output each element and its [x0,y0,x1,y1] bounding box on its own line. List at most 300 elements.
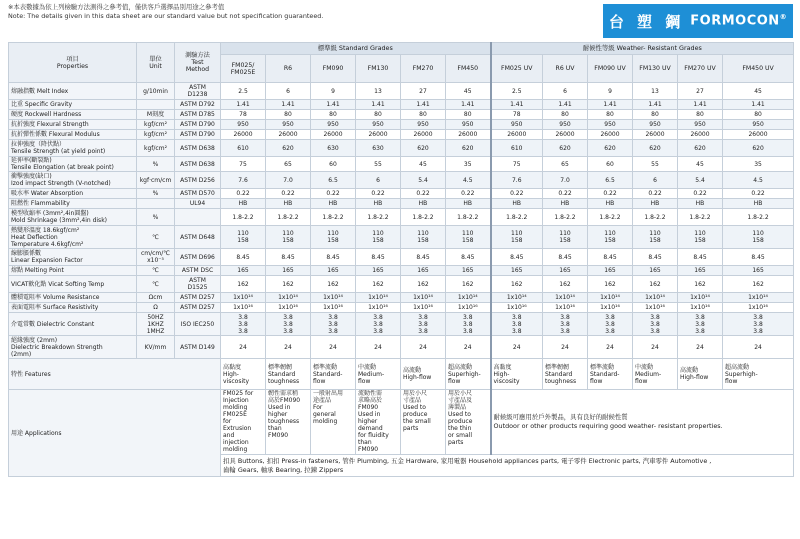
value-cell: 1.41 [446,100,491,110]
features-label: 特性 Features [9,359,221,390]
value-cell: 165 [311,266,356,276]
value-cell: 55 [633,157,678,172]
feature-cell: 標準韌韌 Standard toughness [266,359,311,390]
property-label: 絕緣強度 (2mm) Dielectric Breakdown Strength (2mm) [9,336,137,359]
value-cell: 110 158 [221,226,266,249]
value-cell: 950 [633,120,678,130]
value-cell: 620 [266,140,311,157]
value-cell: HB [723,199,794,209]
unit-cell [137,100,175,110]
table-row [9,140,794,157]
unit-cell: % [137,209,175,226]
value-cell: 1x10¹⁴ [221,293,266,303]
value-cell: 1.8-2.2 [446,209,491,226]
table-row [9,83,794,100]
value-cell: 5.4 [678,172,723,189]
feature-cell: 高黏度 High- viscosity [491,359,543,390]
logo-english [690,13,787,28]
value-cell: 630 [356,140,401,157]
value-cell: 0.22 [446,189,491,199]
method-cell: ASTM D790 [175,130,221,140]
method-cell: ASTM D257 [175,303,221,313]
value-cell: 24 [266,336,311,359]
table-row [9,313,794,336]
value-cell: 162 [221,276,266,293]
method-cell: ASTM D149 [175,336,221,359]
value-cell: 110 158 [723,226,794,249]
property-label: VICAT軟化點 Vicat Softing Temp [9,276,137,293]
unit-cell: g/10min [137,83,175,100]
table-row [9,336,794,359]
unit-cell: kgf/cm² [137,130,175,140]
value-cell: 24 [221,336,266,359]
value-cell: 3.8 3.8 3.8 [221,313,266,336]
value-cell: 1x10¹⁶ [356,303,401,313]
value-cell: 1x10¹⁶ [633,303,678,313]
value-cell: 1x10¹⁶ [401,303,446,313]
brand-logo [603,4,793,38]
value-cell: 950 [401,120,446,130]
unit-cell: kgf/cm² [137,120,175,130]
value-cell: 162 [401,276,446,293]
value-cell: 1x10¹⁴ [723,293,794,303]
value-cell: 165 [446,266,491,276]
value-cell: 8.45 [311,249,356,266]
value-cell: 1x10¹⁶ [588,303,633,313]
property-label: 熱變形溫度 18.6kgf/cm² Heat Deflection Temperature 4.6kgf/cm² [9,226,137,249]
method-cell: ASTM D257 [175,293,221,303]
value-cell: 35 [723,157,794,172]
value-cell: 8.45 [491,249,543,266]
unit-cell: ℃ [137,276,175,293]
value-cell: 165 [678,266,723,276]
value-cell: 620 [723,140,794,157]
value-cell: 110 158 [588,226,633,249]
value-cell: 65 [266,157,311,172]
value-cell: 950 [266,120,311,130]
value-cell: HB [543,199,588,209]
weather-application-cell: 耐候級可應用於戶外製品，具有良好的耐候性質 Outdoor or other products requiring good weather- resistant properties. [491,390,794,455]
value-cell: 1.8-2.2 [356,209,401,226]
value-cell: HB [491,199,543,209]
value-cell: 35 [446,157,491,172]
value-cell: 3.8 3.8 3.8 [266,313,311,336]
value-cell: 3.8 3.8 3.8 [401,313,446,336]
value-cell: 0.22 [543,189,588,199]
value-cell: 1.8-2.2 [221,209,266,226]
value-cell: 80 [446,110,491,120]
table-row [9,172,794,189]
applications-label: 用途 Applications [9,390,221,477]
value-cell: 620 [588,140,633,157]
value-cell: HB [356,199,401,209]
value-cell: 0.22 [678,189,723,199]
value-cell: 3.8 3.8 3.8 [678,313,723,336]
value-cell: 6 [633,172,678,189]
value-cell: 1.41 [266,100,311,110]
value-cell: HB [401,199,446,209]
value-cell: 1.8-2.2 [588,209,633,226]
table-row [9,276,794,293]
value-cell: 1x10¹⁶ [311,303,356,313]
unit-cell: cm/cm/℃ x10⁻⁵ [137,249,175,266]
value-cell: 26000 [491,130,543,140]
value-cell: 24 [723,336,794,359]
value-cell: 26000 [266,130,311,140]
value-cell: 620 [633,140,678,157]
value-cell: 162 [588,276,633,293]
unit-cell: kgf‧cm/cm [137,172,175,189]
property-label: 線膨脹係數 Linear Expansion Factor [9,249,137,266]
value-cell: 950 [678,120,723,130]
header-weather-grades: 耐候性等級 Weather- Resistant Grades [491,43,794,55]
value-cell: 162 [633,276,678,293]
value-cell: 950 [356,120,401,130]
value-cell: 1x10¹⁴ [678,293,723,303]
value-cell: 1.8-2.2 [723,209,794,226]
feature-cell: 超高流動 Superhigh- flow [446,359,491,390]
value-cell: 6 [543,83,588,100]
value-cell: 1.8-2.2 [311,209,356,226]
value-cell: 8.45 [446,249,491,266]
value-cell: 165 [491,266,543,276]
value-cell: 0.22 [221,189,266,199]
table-row [9,157,794,172]
method-cell: ASTM D1525 [175,276,221,293]
value-cell: 75 [491,157,543,172]
unit-cell: ℃ [137,226,175,249]
property-label: 熔融指數 Melt Index [9,83,137,100]
value-cell: 2.5 [221,83,266,100]
value-cell: 80 [266,110,311,120]
value-cell: 80 [401,110,446,120]
value-cell: 3.8 3.8 3.8 [543,313,588,336]
feature-cell: 標準流動 Standard- flow [588,359,633,390]
value-cell: HB [678,199,723,209]
value-cell: 6.5 [311,172,356,189]
value-cell: 26000 [311,130,356,140]
feature-cell: 中流動 Medium- flow [356,359,401,390]
grade-header: FM450 UV [723,55,794,83]
unit-cell: kgf/cm² [137,140,175,157]
value-cell: 950 [311,120,356,130]
table-row [9,130,794,140]
value-cell: 1x10¹⁴ [491,293,543,303]
applications-row [9,390,794,455]
method-cell: ASTM D1238 [175,83,221,100]
value-cell: 162 [446,276,491,293]
value-cell: 1.41 [356,100,401,110]
value-cell: 1x10¹⁴ [588,293,633,303]
property-label: 表面電阻率 Surface Resistivity [9,303,137,313]
value-cell: 55 [356,157,401,172]
value-cell: 7.6 [221,172,266,189]
value-cell: 1x10¹⁴ [266,293,311,303]
value-cell: 1.8-2.2 [678,209,723,226]
method-cell: ASTM D638 [175,157,221,172]
property-label: 拉伸強度（降伏點） Tensile Strength (at yield point) [9,140,137,157]
value-cell: 1x10¹⁶ [491,303,543,313]
grade-header: R6 UV [543,55,588,83]
unit-cell: M刻度 [137,110,175,120]
value-cell: 1.41 [633,100,678,110]
method-cell: ASTM DSC [175,266,221,276]
value-cell: 1x10¹⁶ [723,303,794,313]
application-cell: 流動性需 求略高於 FM090 Used in higher demand for fluidity than FM090 [356,390,401,455]
value-cell: 950 [221,120,266,130]
value-cell: 165 [266,266,311,276]
table-row [9,199,794,209]
value-cell: 27 [401,83,446,100]
grade-header: FM130 [356,55,401,83]
feature-cell: 高黏度 High- viscosity [221,359,266,390]
value-cell: 1.41 [678,100,723,110]
table-row [9,120,794,130]
value-cell: 24 [543,336,588,359]
property-label: 硬度 Rockwell Hardness [9,110,137,120]
value-cell: 7.6 [491,172,543,189]
value-cell: 1.8-2.2 [491,209,543,226]
unit-cell: Ω [137,303,175,313]
value-cell: 165 [543,266,588,276]
value-cell: 80 [633,110,678,120]
value-cell: 630 [311,140,356,157]
value-cell: 0.22 [266,189,311,199]
value-cell: 1.41 [401,100,446,110]
value-cell: 110 158 [401,226,446,249]
value-cell: 162 [356,276,401,293]
value-cell: 0.22 [356,189,401,199]
method-cell: ASTM D638 [175,140,221,157]
value-cell: 80 [588,110,633,120]
value-cell: 1x10¹⁴ [311,293,356,303]
method-cell: ASTM D570 [175,189,221,199]
value-cell: 162 [678,276,723,293]
value-cell: 110 158 [311,226,356,249]
value-cell: 3.8 3.8 3.8 [633,313,678,336]
value-cell: 3.8 3.8 3.8 [356,313,401,336]
value-cell: 0.22 [633,189,678,199]
value-cell: 3.8 3.8 3.8 [311,313,356,336]
unit-cell: % [137,157,175,172]
value-cell: 1x10¹⁶ [543,303,588,313]
value-cell: 1x10¹⁴ [446,293,491,303]
value-cell: HB [311,199,356,209]
application-cell: 用於小尺 寸產品及 薄製品 Used to produce the thin or small parts [446,390,491,455]
property-label: 模型收縮率 (3mm²,4in圓盤) Mold Shrinkage (3mm²,4in disk) [9,209,137,226]
value-cell: 60 [588,157,633,172]
logo-registered-mark: ® [779,13,788,22]
value-cell: 0.22 [311,189,356,199]
value-cell: 6.5 [588,172,633,189]
feature-cell: 標準韌韌 Standard toughness [543,359,588,390]
value-cell: 610 [491,140,543,157]
value-cell: 1.41 [588,100,633,110]
value-cell: 950 [723,120,794,130]
table-row [9,209,794,226]
value-cell: 80 [678,110,723,120]
value-cell: 0.22 [401,189,446,199]
value-cell: 1.41 [311,100,356,110]
value-cell: 80 [356,110,401,120]
value-cell: 110 158 [543,226,588,249]
value-cell: 1.8-2.2 [401,209,446,226]
value-cell: 110 158 [633,226,678,249]
value-cell: 65 [543,157,588,172]
value-cell: 26000 [543,130,588,140]
value-cell: 24 [588,336,633,359]
value-cell: 950 [491,120,543,130]
grade-header: FM130 UV [633,55,678,83]
feature-cell: 中流動 Medium- flow [633,359,678,390]
value-cell: 620 [446,140,491,157]
value-cell: 3.8 3.8 3.8 [491,313,543,336]
value-cell: 8.45 [401,249,446,266]
table-row [9,189,794,199]
value-cell: HB [221,199,266,209]
property-label: 抗折強度 Flexural Strength [9,120,137,130]
value-cell: 1.8-2.2 [266,209,311,226]
value-cell: 45 [678,157,723,172]
application-cell: 用於小尺 寸產品 Used to produce the small parts [401,390,446,455]
grade-header: FM025 UV [491,55,543,83]
value-cell: 3.8 3.8 3.8 [588,313,633,336]
value-cell: 24 [678,336,723,359]
value-cell: 165 [588,266,633,276]
value-cell: 26000 [356,130,401,140]
value-cell: 110 158 [446,226,491,249]
value-cell: 13 [633,83,678,100]
logo-english-text: FORMOCON [690,13,780,29]
value-cell: 110 158 [491,226,543,249]
value-cell: 45 [723,83,794,100]
value-cell: 162 [543,276,588,293]
value-cell: 1.41 [543,100,588,110]
value-cell: 24 [356,336,401,359]
grade-header: FM090 [311,55,356,83]
value-cell: 620 [543,140,588,157]
value-cell: HB [446,199,491,209]
value-cell: 165 [633,266,678,276]
property-label: 延伸率(斷裂點) Tensile Elongation (at break point) [9,157,137,172]
grade-header: FM450 [446,55,491,83]
table-row [9,110,794,120]
method-cell: ASTM D696 [175,249,221,266]
property-label: 衝擊強度(缺口) Izod impact Strength (V-notched) [9,172,137,189]
value-cell: 165 [401,266,446,276]
value-cell: 1.41 [723,100,794,110]
value-cell: 5.4 [401,172,446,189]
value-cell: 27 [678,83,723,100]
value-cell: 1x10¹⁴ [356,293,401,303]
value-cell: 0.22 [723,189,794,199]
value-cell: HB [588,199,633,209]
value-cell: 950 [446,120,491,130]
properties-table [8,42,794,477]
property-label: 阻燃性 Flammability [9,199,137,209]
header-property: 項目 Properties [9,43,137,83]
value-cell: 110 158 [266,226,311,249]
value-cell: 1.8-2.2 [633,209,678,226]
method-cell: UL94 [175,199,221,209]
value-cell: 110 158 [356,226,401,249]
value-cell: 162 [491,276,543,293]
table-row [9,266,794,276]
value-cell: 24 [491,336,543,359]
value-cell: 1x10¹⁴ [633,293,678,303]
value-cell: 78 [221,110,266,120]
grade-header: R6 [266,55,311,83]
value-cell: 162 [266,276,311,293]
method-cell [175,209,221,226]
value-cell: 1.41 [491,100,543,110]
value-cell: 24 [311,336,356,359]
method-cell: ISO IEC250 [175,313,221,336]
note-chinese: ※本表數據為依上列檢驗方法測得之參考值，僅供客戶選擇品別用途之參考值 [8,3,225,11]
value-cell: 24 [401,336,446,359]
feature-cell: 高流動 High-flow [678,359,723,390]
value-cell: 80 [311,110,356,120]
value-cell: 8.45 [543,249,588,266]
value-cell: 7.0 [543,172,588,189]
property-label: 介電常數 Dielectric Constant [9,313,137,336]
value-cell: 1x10¹⁶ [678,303,723,313]
value-cell: 60 [311,157,356,172]
value-cell: 110 158 [678,226,723,249]
value-cell: 8.45 [356,249,401,266]
value-cell: 1.41 [221,100,266,110]
value-cell: 8.45 [633,249,678,266]
unit-cell [137,199,175,209]
property-label: 抗折彈性係數 Flexural Modulus [9,130,137,140]
value-cell: 6 [356,172,401,189]
value-cell: 610 [221,140,266,157]
table-row [9,226,794,249]
general-applications-cell: 扣具 Buttons, 扣扣 Press-in fasteners, 管件 Plumbing, 五金 Hardware, 家用電器 Household appliances parts, 電子零件 Electronic parts, 汽車零件 Automotive , 齒輪 Gears, 軸承 Bearing, 拉鍊 Zippers [221,455,794,477]
value-cell: 4.5 [446,172,491,189]
value-cell: 80 [723,110,794,120]
logo-chinese: 台 塑 鋼 [608,12,685,31]
value-cell: 162 [723,276,794,293]
value-cell: 80 [543,110,588,120]
value-cell: 26000 [446,130,491,140]
property-label: 比重 Specific Gravity [9,100,137,110]
method-cell: ASTM D792 [175,100,221,110]
method-cell: ASTM D256 [175,172,221,189]
value-cell: 26000 [633,130,678,140]
property-label: 吸水率 Water Absorption [9,189,137,199]
value-cell: 165 [723,266,794,276]
value-cell: 8.45 [678,249,723,266]
grade-header: FM025/ FM025E [221,55,266,83]
feature-cell: 超高流動 Superhigh- flow [723,359,794,390]
table-row [9,100,794,110]
feature-cell: 標準流動 Standard- flow [311,359,356,390]
table-row [9,249,794,266]
application-cell: 一般射出用 途產品 For general molding [311,390,356,455]
value-cell: 2.5 [491,83,543,100]
value-cell: 7.0 [266,172,311,189]
value-cell: 950 [588,120,633,130]
value-cell: 1x10¹⁶ [446,303,491,313]
value-cell: 26000 [221,130,266,140]
header-method: 測驗方法 Test Method [175,43,221,83]
value-cell: 1x10¹⁴ [543,293,588,303]
value-cell: 6 [266,83,311,100]
unit-cell: ℃ [137,266,175,276]
method-cell: ASTM D785 [175,110,221,120]
disclaimer-note [8,3,568,20]
